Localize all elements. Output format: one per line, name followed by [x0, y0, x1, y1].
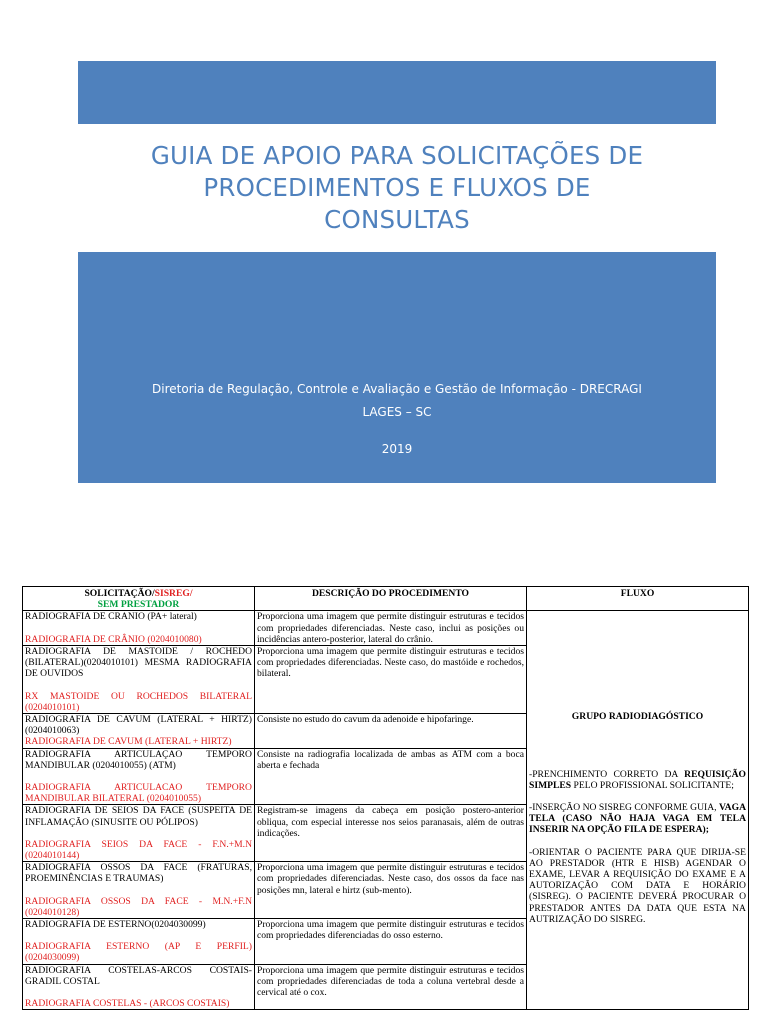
fluxo-cell: [527, 611, 749, 1010]
procedure-name: RADIOGRAFIA DE MASTOIDE / ROCHEDO (BILATERAL)(0204010101) MESMA RADIOGRAFIA DE OUVIDOS: [25, 646, 252, 680]
header-fluxo: FLUXO: [527, 587, 749, 611]
cover-title: [78, 140, 716, 236]
procedure-name: RADIOGRAFIA DE CRANIO (PA+ lateral): [25, 611, 197, 623]
cover-year: 2019: [381, 442, 413, 456]
procedure-description: Consiste na radiografia localizada de ambas as ATM com a boca aberta e fechada: [255, 748, 527, 805]
header-sem-prestador-label: SEM PRESTADOR: [97, 599, 180, 611]
cover-top-band: [78, 61, 716, 124]
procedure-description: Proporciona uma imagem que permite distinguir estruturas e tecidos com propriedades diferenciadas do osso esterno.: [255, 919, 527, 965]
procedure-description: Proporciona uma imagem que permite distinguir estruturas e tecidos com propriedades diferenciadas de toda a coluna vertebral desde a cervical até o cox.: [255, 964, 527, 1010]
header-descricao: DESCRIÇÃO DO PROCEDIMENTO: [255, 587, 527, 611]
table-row: [23, 611, 749, 646]
sisreg-procedure-name: RX MASTOIDE OU ROCHEDOS BILATERAL (0204010101): [25, 690, 252, 713]
sisreg-procedure-name: RADIOGRAFIA ARTICULACAO TEMPORO MANDIBULAR BILATERAL (0204010055): [25, 782, 252, 805]
fluxo-step-3: -ORIENTAR O PACIENTE PARA QUE DIRIJA-SE AO PRESTADOR (HTR E HISB) AGENDAR O EXAME, LEVAR A REQUISIÇÃO DO EXAME E A AUTORIZAÇÃO COM DATA E HORÁRIO (SISREG). O PACIENTE DEVERÁ PROCURAR O PRESTADOR ANTES DA DATA QUE ESTA NA AUTRIZAÇÃO DO SISREG.: [529, 846, 746, 925]
cover-title-line-1: GUIA DE APOIO PARA SOLICITAÇÕES DE: [150, 141, 644, 170]
sisreg-procedure-name: RADIOGRAFIA ESTERNO (AP E PERFIL) (0204030099): [25, 941, 252, 964]
sisreg-procedure-name: RADIOGRAFIA COSTELAS - (ARCOS COSTAIS): [25, 998, 230, 1010]
header-sisreg-label: SISREG/: [154, 588, 193, 599]
procedure-description: Registram-se imagens da cabeça em posição postero-anterior obliqua, com especial interesse nos seios paranasais, além de outras indicações.: [255, 805, 527, 862]
procedure-name: RADIOGRAFIA DE CAVUM (LATERAL + HIRTZ) (0204010063): [25, 714, 252, 737]
procedure-name: RADIOGRAFIA ARTICULAÇAO TEMPORO MANDIBULAR (0204010055) (ATM): [25, 748, 252, 771]
procedure-name: RADIOGRAFIA COSTELAS-ARCOS COSTAIS-GRADIL COSTAL: [25, 964, 252, 987]
sisreg-procedure-name: RADIOGRAFIA DE CAVUM (LATERAL + HIRTZ): [25, 736, 232, 748]
procedure-name: RADIOGRAFIA OSSOS DA FACE (FRATURAS, PROEMINÊNCIAS E TRAUMAS): [25, 862, 252, 885]
table-header-row: [23, 587, 749, 611]
sisreg-procedure-name: RADIOGRAFIA SEIOS DA FACE - F.N.+M.N (0204010144): [25, 838, 252, 862]
fluxo-step-2: -INSERÇÃO NO SISREG CONFORME GUIA, VAGA TELA (CASO NÃO HAJA VAGA EM TELA INSERIR NA OPÇÃO FILA DE ESPERA);: [529, 802, 746, 836]
cover-location: LAGES – SC: [362, 405, 432, 419]
header-solicitacao-label: SOLICITAÇÃO/: [84, 588, 155, 599]
procedure-description: Proporciona uma imagem que permite distinguir estruturas e tecidos com propriedades diferenciadas. Neste caso, dos ossos da face nas posições mn, lateral e hirtz (sub-mento).: [255, 862, 527, 919]
cover-title-line-3: CONSULTAS: [324, 205, 470, 234]
sisreg-procedure-name: RADIOGRAFIA DE CRÂNIO (0204010080): [25, 633, 202, 645]
procedure-description: Proporciona uma imagem que permite distinguir estruturas e tecidos com propriedades diferenciadas. Neste caso, do mastóide e rochedos, bilateral.: [255, 646, 527, 714]
procedure-description: Proporciona uma imagem que permite distinguir estruturas e tecidos com propriedades diferenciadas. Neste caso, inclui as posições ou incidências antero-posterior, lateral do crânio.: [255, 611, 527, 646]
cover-title-line-2: PROCEDIMENTOS E FLUXOS DE: [203, 173, 591, 202]
procedures-table: [22, 586, 749, 1010]
fluxo-group-title: GRUPO RADIODIAGÓSTICO: [571, 711, 704, 723]
header-solicitacao: [23, 587, 255, 611]
cover-subtitle: Diretoria de Regulação, Controle e Avaliação e Gestão de Informação - DRECRAGI: [152, 382, 642, 396]
sisreg-procedure-name: RADIOGRAFIA OSSOS DA FACE - M.N.+F.N (0204010128): [25, 895, 252, 918]
procedure-name: RADIOGRAFIA DE ESTERNO(0204030099): [25, 919, 206, 931]
procedure-name: RADIOGRAFIA DE SEIOS DA FACE (SUSPEITA DE INFLAMAÇÃO (SINUSITE OU PÓLIPOS): [25, 805, 252, 828]
fluxo-step-1: -PRENCHIMENTO CORRETO DA REQUISIÇÃO SIMPLES PELO PROFISSIONAL SOLICITANTE;: [529, 768, 746, 791]
procedure-description: Consiste no estudo do cavum da adenoide e hipofaringe.: [255, 714, 527, 749]
